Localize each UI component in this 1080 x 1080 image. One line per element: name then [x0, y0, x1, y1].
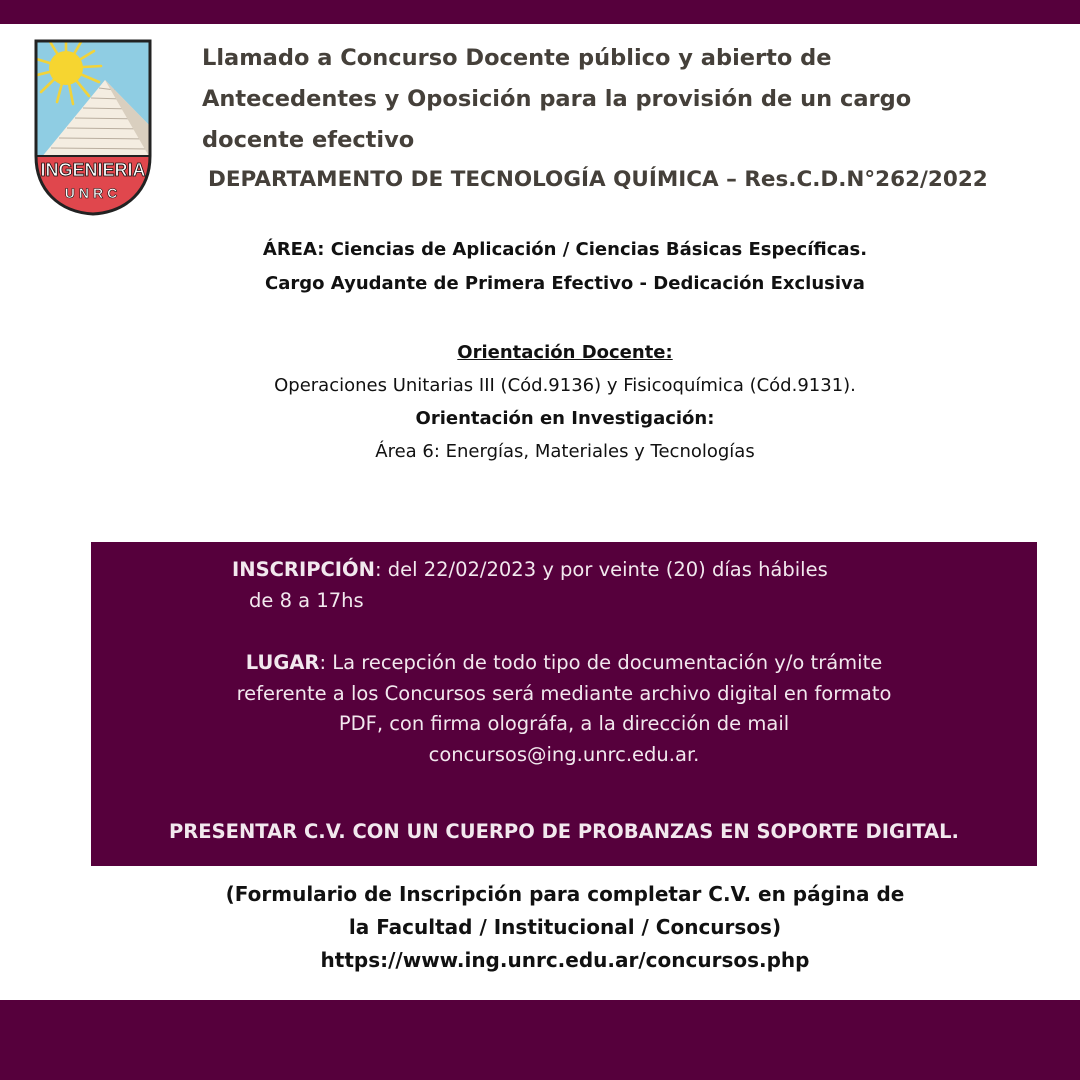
position-line: Cargo Ayudante de Primera Efectivo - Dedicación Exclusiva — [265, 273, 865, 294]
top-banner-bar — [0, 0, 1080, 24]
logo-word: INGENIERIA — [40, 160, 146, 180]
area-line: ÁREA: Ciencias de Aplicación / Ciencias Básicas Específicas. — [262, 239, 868, 260]
registration-info-box — [91, 542, 1037, 866]
lugar-label: LUGAR — [245, 651, 320, 674]
contact-email: concursos@ing.unrc.edu.ar. — [428, 743, 700, 766]
area-section — [0, 233, 1080, 301]
teaching-orientation-label: Orientación Docente: — [457, 342, 673, 363]
research-orientation-label: Orientación en Investigación: — [415, 408, 715, 429]
concursos-link[interactable]: https://www.ing.unrc.edu.ar/concursos.php — [320, 948, 810, 972]
orientation-section — [0, 336, 1080, 468]
department-heading: DEPARTAMENTO DE TECNOLOGÍA QUÍMICA – Res.C.D.N°262/2022 — [208, 167, 988, 192]
title-line: Antecedentes y Oposición para la provisión de un cargo — [202, 86, 912, 112]
logo-sub: UNRC — [64, 185, 122, 201]
lugar-text: : La recepción de todo tipo de documentación y/o trámite — [319, 651, 883, 674]
inscripcion-text: : del 22/02/2023 y por veinte (20) días hábiles — [374, 558, 828, 581]
footer-note — [0, 878, 1080, 977]
title-line: Llamado a Concurso Docente público y abierto de — [202, 45, 832, 71]
footer-line: (Formulario de Inscripción para completar C.V. en página de — [225, 882, 905, 906]
unrc-ingenieria-logo — [33, 38, 153, 216]
lugar-line — [91, 647, 1037, 678]
bottom-banner-bar — [0, 1000, 1080, 1080]
lugar-text-3: PDF, con firma olográfa, a la dirección de mail — [338, 712, 790, 735]
teaching-orientation-text: Operaciones Unitarias III (Cód.9136) y Fisicoquímica (Cód.9131). — [274, 375, 856, 396]
inscripcion-label: INSCRIPCIÓN — [232, 558, 375, 581]
research-orientation-text: Área 6: Energías, Materiales y Tecnologías — [375, 441, 755, 462]
footer-line: la Facultad / Institucional / Concursos) — [348, 915, 782, 939]
inscripcion-hours: de 8 a 17hs — [249, 589, 364, 612]
cv-notice: PRESENTAR C.V. CON UN CUERPO DE PROBANZAS EN SOPORTE DIGITAL. — [169, 820, 959, 843]
call-title — [202, 38, 1062, 161]
lugar-text-2: referente a los Concursos será mediante archivo digital en formato — [236, 682, 892, 705]
inscripcion-line — [232, 554, 828, 585]
title-line: docente efectivo — [202, 127, 415, 153]
